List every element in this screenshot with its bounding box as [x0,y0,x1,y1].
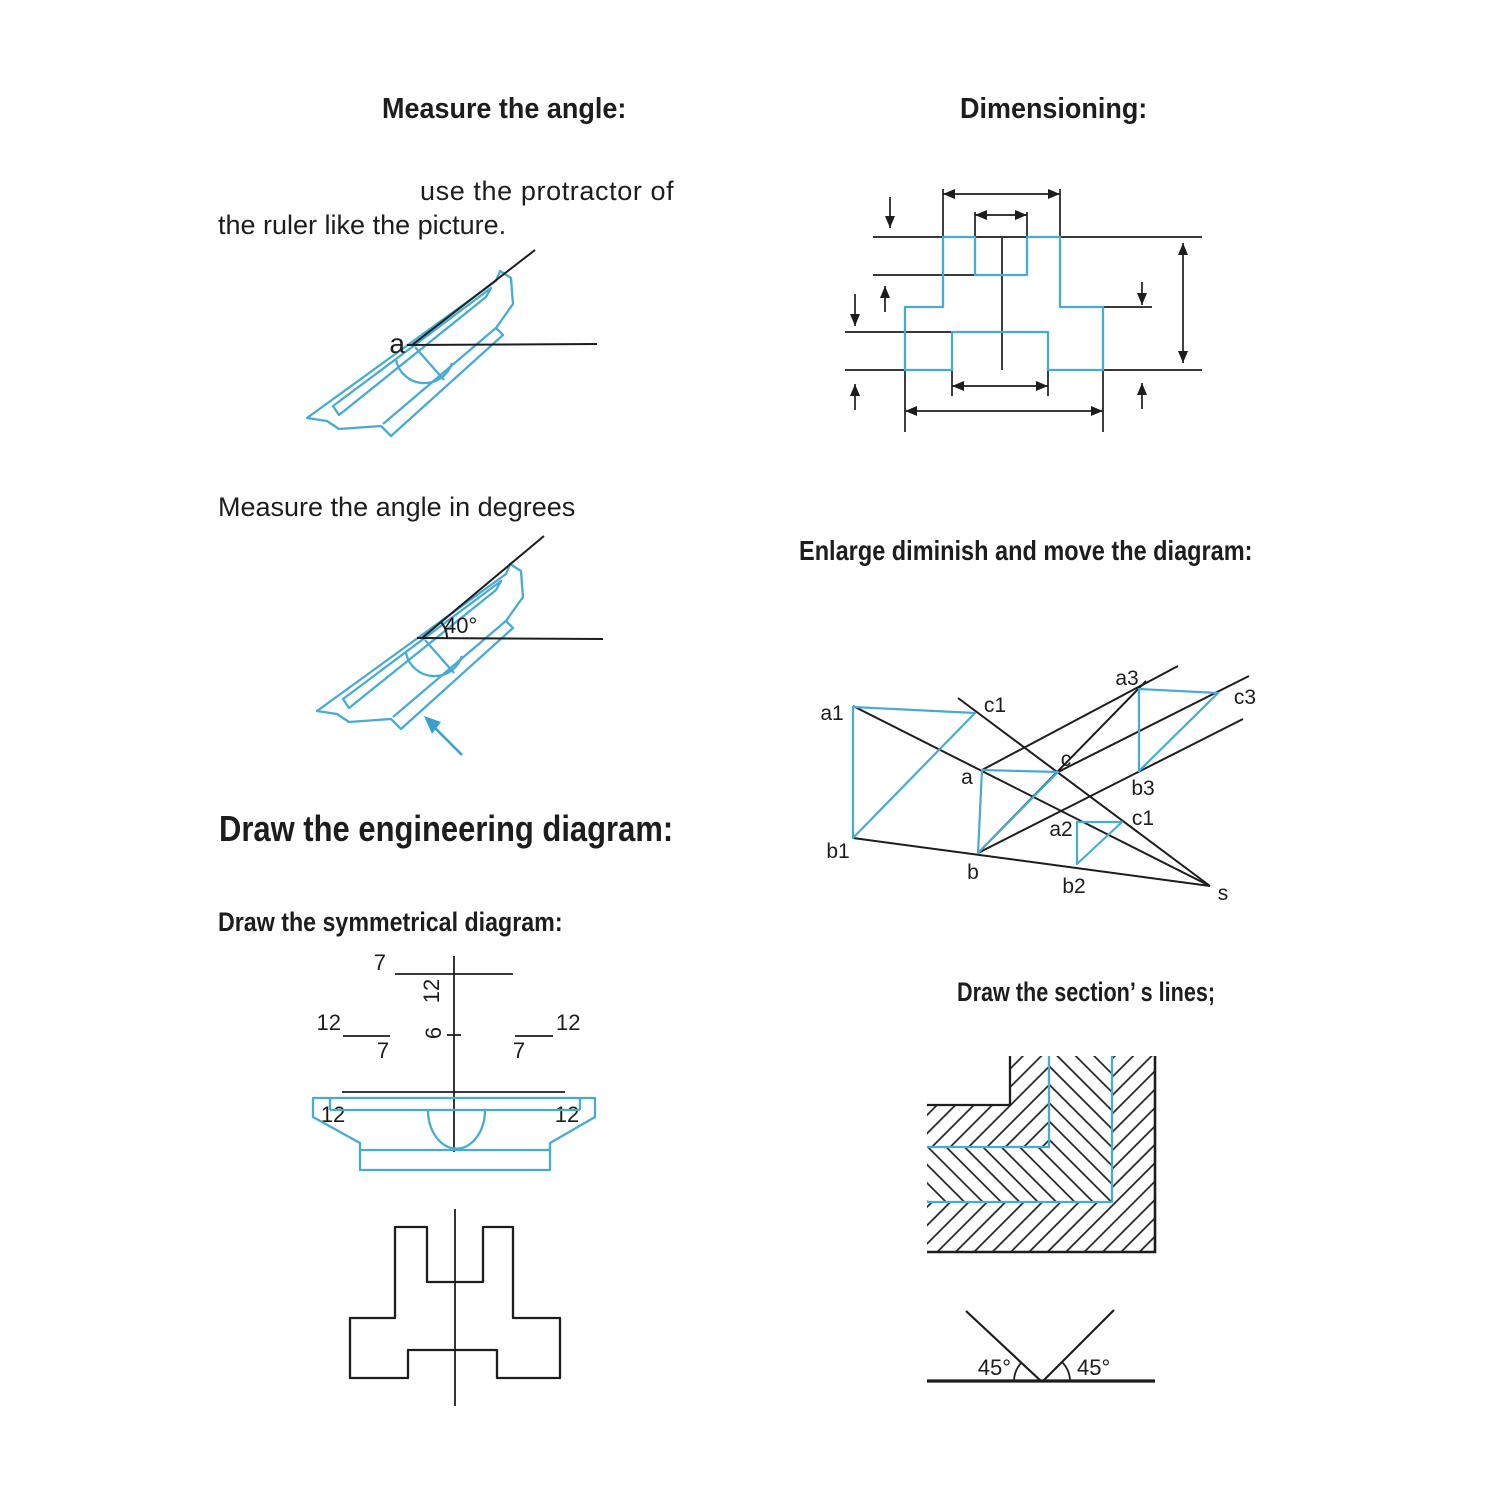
horizontal-ray [407,344,597,345]
horizontal-ray [417,638,603,639]
label-a1: a1 [820,702,844,725]
label-b: b [967,861,979,884]
measure-angle-title: Measure the angle: [382,93,627,125]
slanted-ray [412,250,535,345]
dim-12-rotated: 12 [419,978,444,1004]
left-45-label: 45° [977,1355,1011,1380]
flange-u-groove [428,1110,485,1149]
right-45-label: 45° [1077,1355,1111,1380]
right-angle-arc [1062,1362,1070,1382]
label-a3: a3 [1115,667,1139,690]
left-angle-arc [1014,1362,1022,1381]
protractor-needle [425,640,454,673]
dim-6-rotated: 6 [421,1026,446,1040]
label-b1: b1 [826,840,850,863]
label-c1-low: c1 [1131,807,1155,830]
dim-flange-left-12: 12 [320,1102,346,1127]
protractor-text-line1: use the protractor of [420,176,675,206]
dim-left-7: 7 [376,1038,390,1063]
triangle-a3b3c3 [1139,689,1218,771]
dim-right-7: 7 [512,1038,526,1063]
section-lines-title: Draw the section’ s lines; [957,977,1216,1007]
triangle-a1b1c1 [853,707,975,838]
angle-value-label: 40° [444,613,478,638]
label-c3: c3 [1233,686,1257,709]
symmetrical-diagram [313,950,595,1170]
label-s: s [1217,882,1229,905]
section-hatch-figure [927,1056,1155,1252]
vertex-labels [820,667,1256,905]
protractor-ruler-figure-1 [307,271,513,436]
label-c1-top: c1 [983,694,1007,717]
dimension-values [317,950,581,1127]
dim-left-12: 12 [316,1010,341,1035]
part-outline-blue [905,237,1103,370]
vertex-a-label: a [389,328,405,359]
enlarge-diagram [820,666,1256,905]
dim-top-7: 7 [373,950,386,975]
label-a: a [961,766,973,789]
angle-45-figure [927,1310,1155,1382]
label-b3: b3 [1131,777,1155,800]
measure-degrees-title: Measure the angle in degrees [218,492,576,522]
dimensioning-title: Dimensioning: [960,93,1148,125]
dimension-lines [342,956,565,1152]
engineering-title: Draw the engineering diagram: [219,808,674,849]
protractor-ruler-figure-2 [317,564,523,729]
symmetrical-title: Draw the symmetrical diagram: [218,907,563,937]
hatch-band-inner [927,1056,1049,1147]
stepped-part-figure [350,1209,560,1406]
protractor-text-line2: the ruler like the picture. [218,210,507,240]
pointer-arrow [424,716,462,755]
extension-lines [845,189,1202,432]
enlarge-title: Enlarge diminish and move the diagram: [799,535,1253,566]
step-boundary-black [927,1056,1010,1105]
label-b2: b2 [1062,875,1086,898]
label-a2: a2 [1049,818,1073,841]
label-c: c [1060,748,1072,771]
dim-right-12: 12 [556,1010,581,1035]
protractor-needle [415,347,444,380]
dim-flange-right-12: 12 [554,1102,580,1127]
triangles-blue [853,689,1218,864]
dimensioning-figure [845,189,1202,432]
triangle-a2b2c1 [1077,822,1122,864]
